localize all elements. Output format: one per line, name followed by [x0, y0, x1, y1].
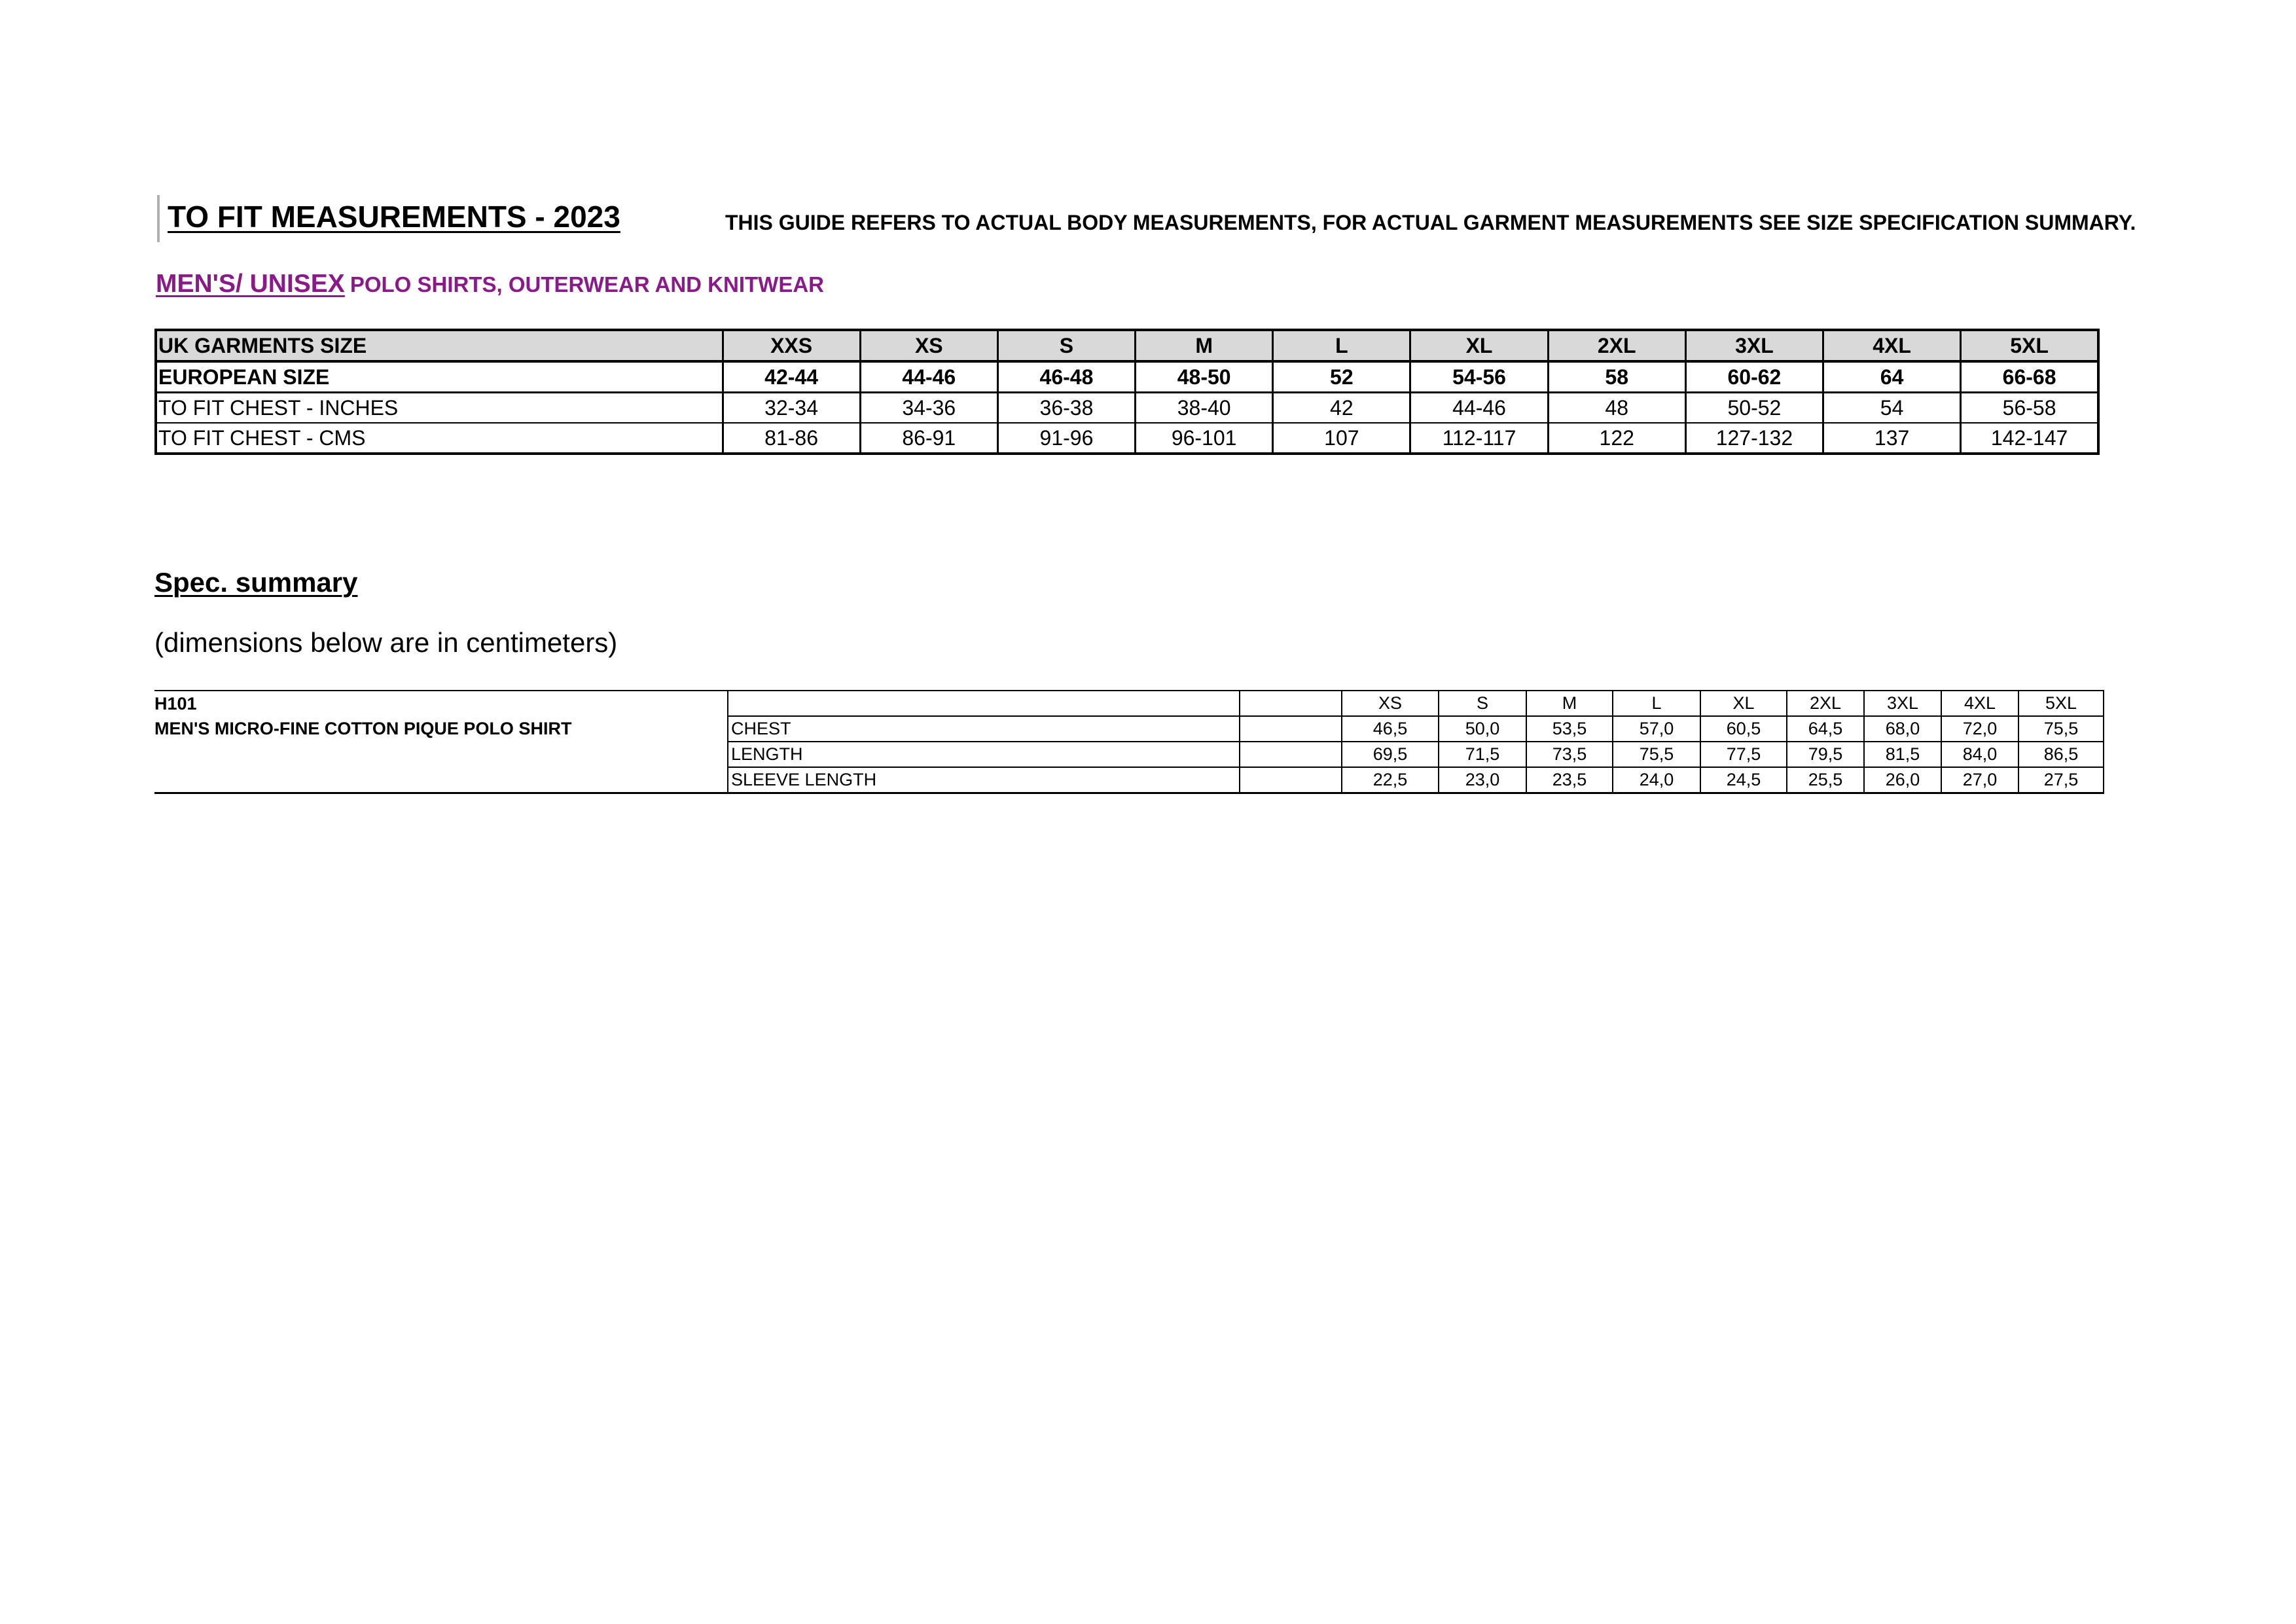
size-cell: 60-62	[1685, 361, 1823, 393]
size-row-uk	[156, 330, 2098, 361]
size-cell: 48-50	[1136, 361, 1273, 393]
size-cell: 137	[1823, 423, 1961, 454]
size-cell: 122	[1548, 423, 1685, 454]
size-cell: XS	[860, 330, 997, 361]
spec-size-header: 3XL	[1864, 691, 1941, 716]
spec-value: 23,0	[1439, 767, 1526, 793]
size-cell: S	[997, 330, 1135, 361]
size-cell: 32-34	[723, 393, 860, 424]
spec-value: 60,5	[1700, 716, 1787, 742]
spec-value: 75,5	[1613, 742, 1700, 767]
spec-value: 46,5	[1342, 716, 1439, 742]
size-cell: 86-91	[860, 423, 997, 454]
size-cell: 52	[1273, 361, 1410, 393]
size-cell: 81-86	[723, 423, 860, 454]
size-cell: XL	[1410, 330, 1548, 361]
category-sub: POLO SHIRTS, OUTERWEAR AND KNITWEAR	[350, 272, 824, 297]
spec-size-header: L	[1613, 691, 1700, 716]
spec-value: 24,5	[1700, 767, 1787, 793]
spec-value: 75,5	[2018, 716, 2104, 742]
spec-size-header: XS	[1342, 691, 1439, 716]
size-cell: 42	[1273, 393, 1410, 424]
spec-value: 73,5	[1526, 742, 1613, 767]
product-code: H101	[154, 691, 728, 716]
spec-table	[154, 690, 2104, 794]
size-cell: 112-117	[1410, 423, 1548, 454]
size-row-european	[156, 361, 2098, 393]
row-label: EUROPEAN SIZE	[156, 361, 723, 393]
size-cell: 96-101	[1136, 423, 1273, 454]
size-cell: M	[1136, 330, 1273, 361]
spec-value: 23,5	[1526, 767, 1613, 793]
spec-summary-title: Spec. summary	[154, 567, 358, 598]
size-row-chest-cms	[156, 423, 2098, 454]
spec-size-header: XL	[1700, 691, 1787, 716]
size-cell: 58	[1548, 361, 1685, 393]
spec-size-header: 4XL	[1941, 691, 2018, 716]
page-title: TO FIT MEASUREMENTS - 2023	[168, 200, 620, 234]
size-cell: 5XL	[1961, 330, 2098, 361]
spec-size-header: S	[1439, 691, 1526, 716]
measure-label	[728, 691, 1240, 716]
size-table	[154, 329, 2100, 455]
size-cell: 54-56	[1410, 361, 1548, 393]
spec-size-header: 5XL	[2018, 691, 2104, 716]
row-label: TO FIT CHEST - INCHES	[156, 393, 723, 424]
spec-size-header: 2XL	[1787, 691, 1864, 716]
spec-value: 69,5	[1342, 742, 1439, 767]
size-cell: 56-58	[1961, 393, 2098, 424]
size-cell: 36-38	[997, 393, 1135, 424]
size-cell: 3XL	[1685, 330, 1823, 361]
spec-value: 27,5	[2018, 767, 2104, 793]
measure-label: SLEEVE LENGTH	[728, 767, 1240, 793]
spec-summary-subtitle: (dimensions below are in centimeters)	[154, 627, 618, 658]
spec-value: 25,5	[1787, 767, 1864, 793]
size-cell: L	[1273, 330, 1410, 361]
spec-value: 86,5	[2018, 742, 2104, 767]
title-divider	[157, 195, 160, 242]
spec-value: 57,0	[1613, 716, 1700, 742]
size-cell: 4XL	[1823, 330, 1961, 361]
spacer-cell	[1240, 742, 1342, 767]
spec-value: 27,0	[1941, 767, 2018, 793]
spec-value: 79,5	[1787, 742, 1864, 767]
spec-value: 84,0	[1941, 742, 2018, 767]
size-cell: 48	[1548, 393, 1685, 424]
spec-header-row	[154, 691, 2104, 716]
size-cell: 44-46	[1410, 393, 1548, 424]
size-cell: 127-132	[1685, 423, 1823, 454]
spacer-cell	[1240, 767, 1342, 793]
spec-value: 81,5	[1864, 742, 1941, 767]
measure-label: CHEST	[728, 716, 1240, 742]
size-cell: 44-46	[860, 361, 997, 393]
size-cell: 38-40	[1136, 393, 1273, 424]
spec-value: 53,5	[1526, 716, 1613, 742]
measure-label: LENGTH	[728, 742, 1240, 767]
product-blank	[154, 767, 728, 793]
size-cell: 50-52	[1685, 393, 1823, 424]
category-main: MEN'S/ UNISEX	[156, 270, 345, 298]
spec-value: 50,0	[1439, 716, 1526, 742]
spec-row-chest	[154, 716, 2104, 742]
size-cell: 91-96	[997, 423, 1135, 454]
category-heading	[156, 270, 824, 298]
spec-value: 64,5	[1787, 716, 1864, 742]
size-cell: 142-147	[1961, 423, 2098, 454]
size-cell: XXS	[723, 330, 860, 361]
spec-size-header: M	[1526, 691, 1613, 716]
spec-value: 26,0	[1864, 767, 1941, 793]
spacer-cell	[1240, 691, 1342, 716]
row-label: TO FIT CHEST - CMS	[156, 423, 723, 454]
spec-value: 77,5	[1700, 742, 1787, 767]
size-cell: 46-48	[997, 361, 1135, 393]
spec-row-length	[154, 742, 2104, 767]
product-blank	[154, 742, 728, 767]
spec-row-sleeve-length	[154, 767, 2104, 793]
spec-value: 72,0	[1941, 716, 2018, 742]
spacer-cell	[1240, 716, 1342, 742]
size-cell: 34-36	[860, 393, 997, 424]
spec-value: 22,5	[1342, 767, 1439, 793]
size-cell: 66-68	[1961, 361, 2098, 393]
size-cell: 2XL	[1548, 330, 1685, 361]
spec-value: 71,5	[1439, 742, 1526, 767]
size-cell: 64	[1823, 361, 1961, 393]
size-cell: 54	[1823, 393, 1961, 424]
size-cell: 107	[1273, 423, 1410, 454]
spec-value: 68,0	[1864, 716, 1941, 742]
product-name: MEN'S MICRO-FINE COTTON PIQUE POLO SHIRT	[154, 719, 572, 738]
spec-value: 24,0	[1613, 767, 1700, 793]
row-label: UK GARMENTS SIZE	[156, 330, 723, 361]
guide-note: THIS GUIDE REFERS TO ACTUAL BODY MEASUREMENTS, FOR ACTUAL GARMENT MEASUREMENTS SEE SIZE SPECIFICATION SUMMARY.	[725, 211, 2136, 234]
size-cell: 42-44	[723, 361, 860, 393]
size-row-chest-inches	[156, 393, 2098, 424]
